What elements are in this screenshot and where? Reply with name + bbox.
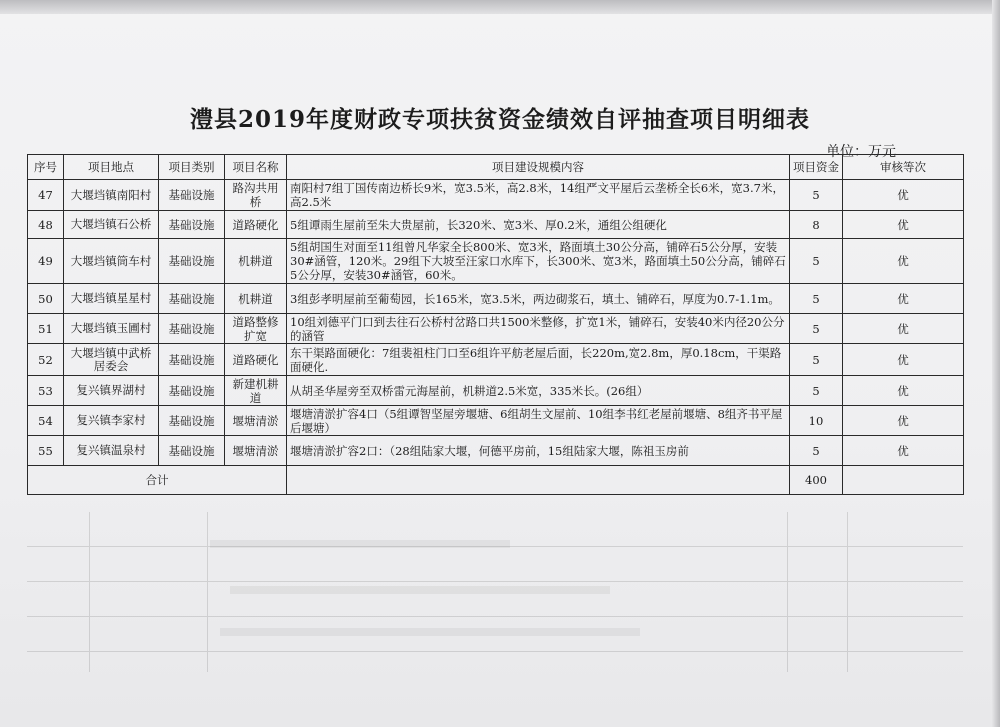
header-location: 项目地点: [64, 155, 159, 180]
cell-funds: 5: [790, 376, 843, 406]
cell-funds: 5: [790, 284, 843, 314]
cell-funds: 5: [790, 436, 843, 466]
cell-location: 大堰垱镇星星村: [64, 284, 159, 314]
scan-top-edge: [0, 0, 1000, 14]
header-content: 项目建设规模内容: [287, 155, 790, 180]
cell-content: 5组胡国生对面至11组曾凡华家全长800米、宽3米，路面填土30公分高，铺碎石5公分厚，安装30#涵管，120米。29组下大坡至汪家口水库下，长300米、宽3米，路面填土50公分高，铺碎石5公分厚，安装30#涵管，60米。: [287, 239, 790, 284]
cell-no: 48: [28, 211, 64, 239]
table-row: [28, 211, 964, 239]
cell-no: 52: [28, 344, 64, 376]
cell-category: 基础设施: [159, 436, 225, 466]
table-row: [28, 436, 964, 466]
cell-grade: 优: [843, 211, 964, 239]
cell-no: 55: [28, 436, 64, 466]
total-funds: 400: [790, 466, 843, 495]
cell-category: 基础设施: [159, 376, 225, 406]
unit-label: 单位：万元: [826, 144, 896, 160]
cell-no: 47: [28, 180, 64, 211]
header-grade: 审核等次: [843, 155, 964, 180]
cell-name: 新建机耕道: [225, 376, 287, 406]
cell-grade: 优: [843, 344, 964, 376]
bleed-through-mark: [210, 540, 510, 548]
cell-location: 复兴镇温泉村: [64, 436, 159, 466]
cell-location: 复兴镇界湖村: [64, 376, 159, 406]
cell-name: 堰塘清淤: [225, 406, 287, 436]
cell-content: 堰塘清淤扩容4口（5组谭智坚屋旁堰塘、6组胡生文屋前、10组李书红老屋前堰塘、8组齐书平屋后堰塘）: [287, 406, 790, 436]
cell-content: 3组彭孝明屋前至葡萄园，长165米，宽3.5米，两边砌浆石，填土、铺碎石，厚度为0.7-1.1m。: [287, 284, 790, 314]
bleed-through-mark: [220, 628, 640, 636]
cell-name: 路沟共用桥: [225, 180, 287, 211]
cell-no: 54: [28, 406, 64, 436]
cell-category: 基础设施: [159, 180, 225, 211]
cell-name: 机耕道: [225, 284, 287, 314]
header-category: 项目类别: [159, 155, 225, 180]
cell-name: 道路整修扩宽: [225, 314, 287, 344]
bleed-through-mark: [230, 586, 610, 594]
header-no: 序号: [28, 155, 64, 180]
cell-name: 道路硬化: [225, 344, 287, 376]
cell-location: 大堰垱镇玉圃村: [64, 314, 159, 344]
header-row: [28, 155, 964, 180]
table-row: [28, 284, 964, 314]
total-empty-cell: [287, 466, 790, 495]
cell-location: 复兴镇李家村: [64, 406, 159, 436]
cell-grade: 优: [843, 376, 964, 406]
total-label: 合计: [28, 466, 287, 495]
cell-location: 大堰垱镇筒车村: [64, 239, 159, 284]
cell-category: 基础设施: [159, 284, 225, 314]
table-row: [28, 314, 964, 344]
table-row: [28, 180, 964, 211]
cell-content: 从胡圣华屋旁至双桥雷元海屋前，机耕道2.5米宽，335米长。(26组）: [287, 376, 790, 406]
cell-content: 10组刘德平门口到去往石公桥村岔路口共1500米整修，扩宽1米，铺碎石，安装40米内径20公分的涵管: [287, 314, 790, 344]
cell-funds: 8: [790, 211, 843, 239]
table-row: [28, 239, 964, 284]
page-title: 澧县2019年度财政专项扶贫资金绩效自评抽查项目明细表: [189, 106, 810, 133]
cell-grade: 优: [843, 284, 964, 314]
cell-location: 大堰垱镇石公桥: [64, 211, 159, 239]
cell-no: 50: [28, 284, 64, 314]
total-row: [28, 466, 964, 495]
cell-no: 53: [28, 376, 64, 406]
cell-name: 堰塘清淤: [225, 436, 287, 466]
cell-category: 基础设施: [159, 314, 225, 344]
cell-content: 东干渠路面硬化：7组裴祖柱门口至6组许平舫老屋后面，长220m,宽2.8m，厚0.18cm，干渠路面硬化.: [287, 344, 790, 376]
cell-content: 南阳村7组丁国传南边桥长9米，宽3.5米，高2.8米，14组严文平屋后云垄桥全长6米，宽3.7米，高2.5米: [287, 180, 790, 211]
header-name: 项目名称: [225, 155, 287, 180]
cell-grade: 优: [843, 436, 964, 466]
cell-location: 大堰垱镇南阳村: [64, 180, 159, 211]
cell-content: 5组谭雨生屋前至朱大贵屋前，长320米、宽3米、厚0.2米，通组公组硬化: [287, 211, 790, 239]
cell-funds: 10: [790, 406, 843, 436]
table-row: [28, 344, 964, 376]
cell-content: 堰塘清淤扩容2口：（28组陆家大堰，何德平房前，15组陆家大堰，陈祖玉房前: [287, 436, 790, 466]
cell-location: 大堰垱镇中武桥居委会: [64, 344, 159, 376]
cell-no: 51: [28, 314, 64, 344]
cell-funds: 5: [790, 344, 843, 376]
project-table: [27, 154, 964, 495]
cell-grade: 优: [843, 239, 964, 284]
cell-funds: 5: [790, 239, 843, 284]
table-row: [28, 406, 964, 436]
cell-category: 基础设施: [159, 406, 225, 436]
cell-category: 基础设施: [159, 239, 225, 284]
cell-category: 基础设施: [159, 344, 225, 376]
header-funds: 项目资金: [790, 155, 843, 180]
total-grade-cell: [843, 466, 964, 495]
cell-name: 机耕道: [225, 239, 287, 284]
cell-funds: 5: [790, 180, 843, 211]
cell-funds: 5: [790, 314, 843, 344]
cell-no: 49: [28, 239, 64, 284]
table-row: [28, 376, 964, 406]
cell-category: 基础设施: [159, 211, 225, 239]
cell-name: 道路硬化: [225, 211, 287, 239]
cell-grade: 优: [843, 180, 964, 211]
cell-grade: 优: [843, 314, 964, 344]
cell-grade: 优: [843, 406, 964, 436]
